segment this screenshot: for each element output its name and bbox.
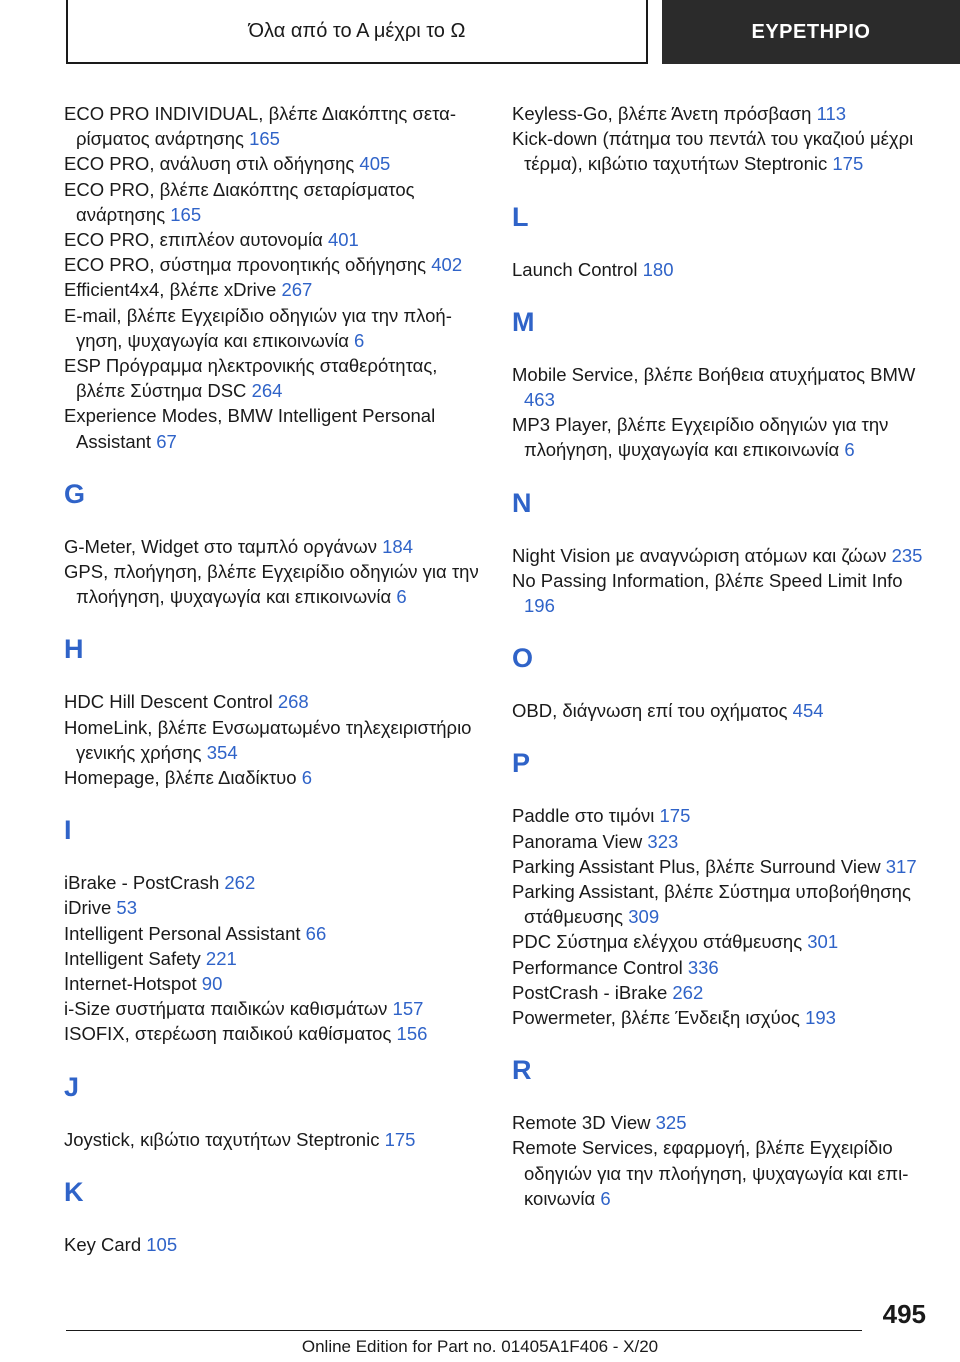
index-entry [64,177,484,227]
page-reference-link[interactable]: 309 [628,906,660,928]
index-entry [512,803,936,828]
index-entry [64,971,484,996]
index-entry-text: ESP Πρόγραμμα ηλεκτρονικής σταθερότητας, βλέπε Σύστημα DSC [64,355,438,402]
index-entry-text: iDrive [64,897,112,919]
index-letter-heading: I [64,815,72,846]
index-entry [64,921,484,946]
page-reference-link[interactable]: 262 [672,981,704,1003]
page-reference-link[interactable]: 268 [277,691,309,713]
page-reference-link[interactable]: 267 [281,279,313,301]
index-entry [512,955,936,980]
index-entry-text: Parking Assistant Plus, βλέπε Surround View [512,855,881,877]
section-title-tab [66,0,648,64]
page-reference-link[interactable]: 6 [844,439,855,461]
page-reference-link[interactable]: 193 [805,1007,836,1029]
index-entry-text: ISOFIX, στερέωση παιδικού καθίσματος [64,1023,392,1045]
index-entry [512,126,936,176]
section-title: Όλα από το Α μέχρι το Ω [248,19,466,42]
index-entry-text: Launch Control [512,258,638,280]
index-entry-text: ECO PRO INDIVIDUAL, βλέπε Διακόπτης σεταρίσματος ανάρτησης [64,103,457,150]
footer-edition-text: Online Edition for Part no. 01405A1F406 - X/20 [301,1337,659,1356]
index-entry-text: Efficient4x4, βλέπε xDrive [64,279,277,301]
index-entry [64,252,484,277]
page-reference-link[interactable]: 262 [224,872,256,894]
page-reference-link[interactable]: 165 [249,128,280,150]
index-entry-text: G-Meter, Widget στο ταμπλό οργάνων [64,535,377,557]
index-entry-text: ECO PRO, ανάλυση στιλ οδήγησης [64,153,355,175]
page-reference-link[interactable]: 336 [687,956,719,978]
index-entry-text: Key Card [64,1233,142,1255]
index-entry [512,1005,936,1030]
index-letter-heading: M [512,306,535,337]
index-entry [512,412,936,462]
index-entry [64,1232,484,1257]
index-entry [64,765,484,790]
index-entry [64,715,484,765]
index-entry-text: Parking Assistant, βλέπε Σύστημα υποβοήθησης στάθμευσης [512,881,911,928]
page-reference-link[interactable]: 90 [201,973,223,995]
page-reference-link[interactable]: 180 [642,258,674,280]
index-entry-text: Paddle στο τιμόνι [512,805,655,827]
index-entry-text: Night Vision με αναγνώριση ατόμων και ζώων [512,544,887,566]
index-entry-text: ECO PRO, σύστημα προνοητικής οδήγησης [64,254,427,276]
index-entry-text: OBD, διάγνωση επί του οχήματος [512,700,788,722]
index-title-tab [662,0,960,64]
index-entry-text: E-mail, βλέπε Εγχειρίδιο οδηγιών για την πλοήγηση, ψυχαγωγία και επικοινωνία [64,304,452,351]
index-entry-text: Remote Services, εφαρμογή, βλέπε Εγχειρίδιο οδηγιών για την πλοήγηση, ψυχαγωγία και επικοινωνία [512,1137,909,1209]
index-column-left [64,101,484,1257]
page-reference-link[interactable]: 184 [382,535,413,557]
page-reference-link[interactable]: 165 [170,203,202,225]
index-letter-heading: J [64,1071,80,1102]
index-entry-text: Keyless-Go, βλέπε Άνετη πρόσβαση [512,103,812,124]
index-entry [512,101,936,126]
index-entry-text: Kick-down (πάτημα του πεντάλ του γκαζιού μέχρι τέρμα), κιβώτιο ταχυτήτων Steptronic [512,128,914,175]
index-entry [64,277,484,302]
page-reference-link[interactable]: 317 [885,855,917,877]
page-reference-link[interactable]: 105 [146,1233,178,1255]
index-entry-text: PDC Σύστημα ελέγχου στάθμευσης [512,931,803,953]
index-entry [512,1135,936,1211]
page-reference-link[interactable]: 405 [359,153,391,175]
index-entry [64,1021,484,1046]
page-reference-link[interactable]: 175 [659,805,691,827]
page-reference-link[interactable]: 6 [354,329,365,351]
index-entry [64,946,484,971]
index-entry [512,362,936,412]
index-entry-text: Homepage, βλέπε Διαδίκτυο [64,767,297,789]
index-entry-text: MP3 Player, βλέπε Εγχειρίδιο οδηγιών για την πλοήγηση, ψυχαγωγία και επικοινωνία [512,414,889,461]
index-entry-text: ECO PRO, επιπλέον αυτονομία [64,229,323,251]
index-entry-text: i-Size συστήματα παιδικών καθισμάτων [64,998,388,1020]
index-entry [512,257,936,282]
index-letter-heading: R [512,1055,532,1086]
index-entry [64,303,484,353]
footer-divider [66,1330,862,1331]
index-entry-text: ECO PRO, βλέπε Διακόπτης σεταρίσματος ανάρτησης [64,178,415,225]
index-letter-heading: G [64,478,86,509]
page-reference-link[interactable]: 221 [205,947,237,969]
page-reference-link[interactable]: 463 [524,389,555,411]
index-entry [512,980,936,1005]
index-entry [512,543,936,568]
index-entry-text: Experience Modes, BMW Intelligent Personal Assistant [64,405,436,452]
index-entry-text: iBrake - PostCrash [64,872,220,894]
index-letter-heading: H [64,634,84,665]
page-reference-link[interactable]: 402 [431,254,463,276]
index-letter-heading: P [512,748,531,779]
index-entry [64,895,484,920]
index-entry-text: HomeLink, βλέπε Ενσωματωμένο τηλεχειριστήριο γενικής χρήσης [64,716,472,763]
page-reference-link[interactable]: 66 [305,922,327,944]
page-reference-link[interactable]: 156 [396,1023,428,1045]
page-reference-link[interactable]: 6 [600,1187,611,1209]
index-entry-text: No Passing Information, βλέπε Speed Limit Info [512,569,903,591]
index-entry-text: Internet-Hotspot [64,973,197,995]
index-entry-text: PostCrash - iBrake [512,981,668,1003]
index-entry [64,353,484,403]
page-reference-link[interactable]: 454 [792,700,824,722]
page-reference-link[interactable]: 196 [524,595,555,617]
page-reference-link[interactable]: 235 [891,544,923,566]
index-entry-text: Remote 3D View [512,1112,651,1134]
index-entry-text: GPS, πλοήγηση, βλέπε Εγχειρίδιο οδηγιών για την πλοήγηση, ψυχαγωγία και επικοινωνία [64,561,479,608]
index-title: ΕΥΡΕΤΗΡΙΟ [751,20,871,43]
index-entry [512,698,936,723]
index-entry [64,534,484,559]
index-entry [512,929,936,954]
page-reference-link[interactable]: 401 [327,229,359,251]
page-reference-link[interactable]: 53 [116,897,137,919]
index-entry-text: Mobile Service, βλέπε Βοήθεια ατυχήματος BMW [512,363,916,385]
index-entry-text: Intelligent Safety [64,947,201,969]
index-entry [64,870,484,895]
page-reference-link[interactable]: 157 [392,998,424,1020]
page-reference-link[interactable]: 354 [206,741,238,763]
page-reference-link[interactable]: 6 [396,586,407,608]
index-letter-heading: O [512,643,534,674]
index-entry [512,879,936,929]
index-entry [64,403,484,453]
index-entry [512,854,936,879]
index-entry-text: Performance Control [512,956,683,978]
page-reference-link[interactable]: 301 [807,931,839,953]
index-entry [64,689,484,714]
page-reference-link[interactable]: 67 [156,430,177,452]
page-reference-link[interactable]: 113 [816,103,847,124]
index-entry-text: Panorama View [512,830,643,852]
page-reference-link[interactable]: 323 [647,830,679,852]
index-entry-text: Joystick, κιβώτιο ταχυτήτων Steptronic [64,1128,380,1150]
index-letter-heading: N [512,487,532,518]
page-number: 495 [882,1299,926,1329]
index-entry [64,559,484,609]
index-entry-text: Powermeter, βλέπε Ένδειξη ισχύος [512,1007,800,1029]
index-letter-heading: K [64,1176,84,1207]
index-entry [64,227,484,252]
index-entry-text: HDC Hill Descent Control [64,691,273,713]
index-letter-heading: L [512,201,529,232]
index-entry [64,151,484,176]
page-reference-link[interactable]: 325 [655,1112,687,1134]
index-column-right [512,101,936,1211]
index-entry [512,1110,936,1135]
index-entry-text: Intelligent Personal Assistant [64,922,301,944]
index-entry [64,1127,484,1152]
index-entry [64,996,484,1021]
page-reference-link[interactable]: 175 [832,153,864,175]
index-entry [64,101,484,151]
page-reference-link[interactable]: 264 [251,380,283,402]
index-entry [512,568,936,618]
page-reference-link[interactable]: 175 [384,1128,416,1150]
index-entry [512,829,936,854]
page-reference-link[interactable]: 6 [301,767,313,789]
